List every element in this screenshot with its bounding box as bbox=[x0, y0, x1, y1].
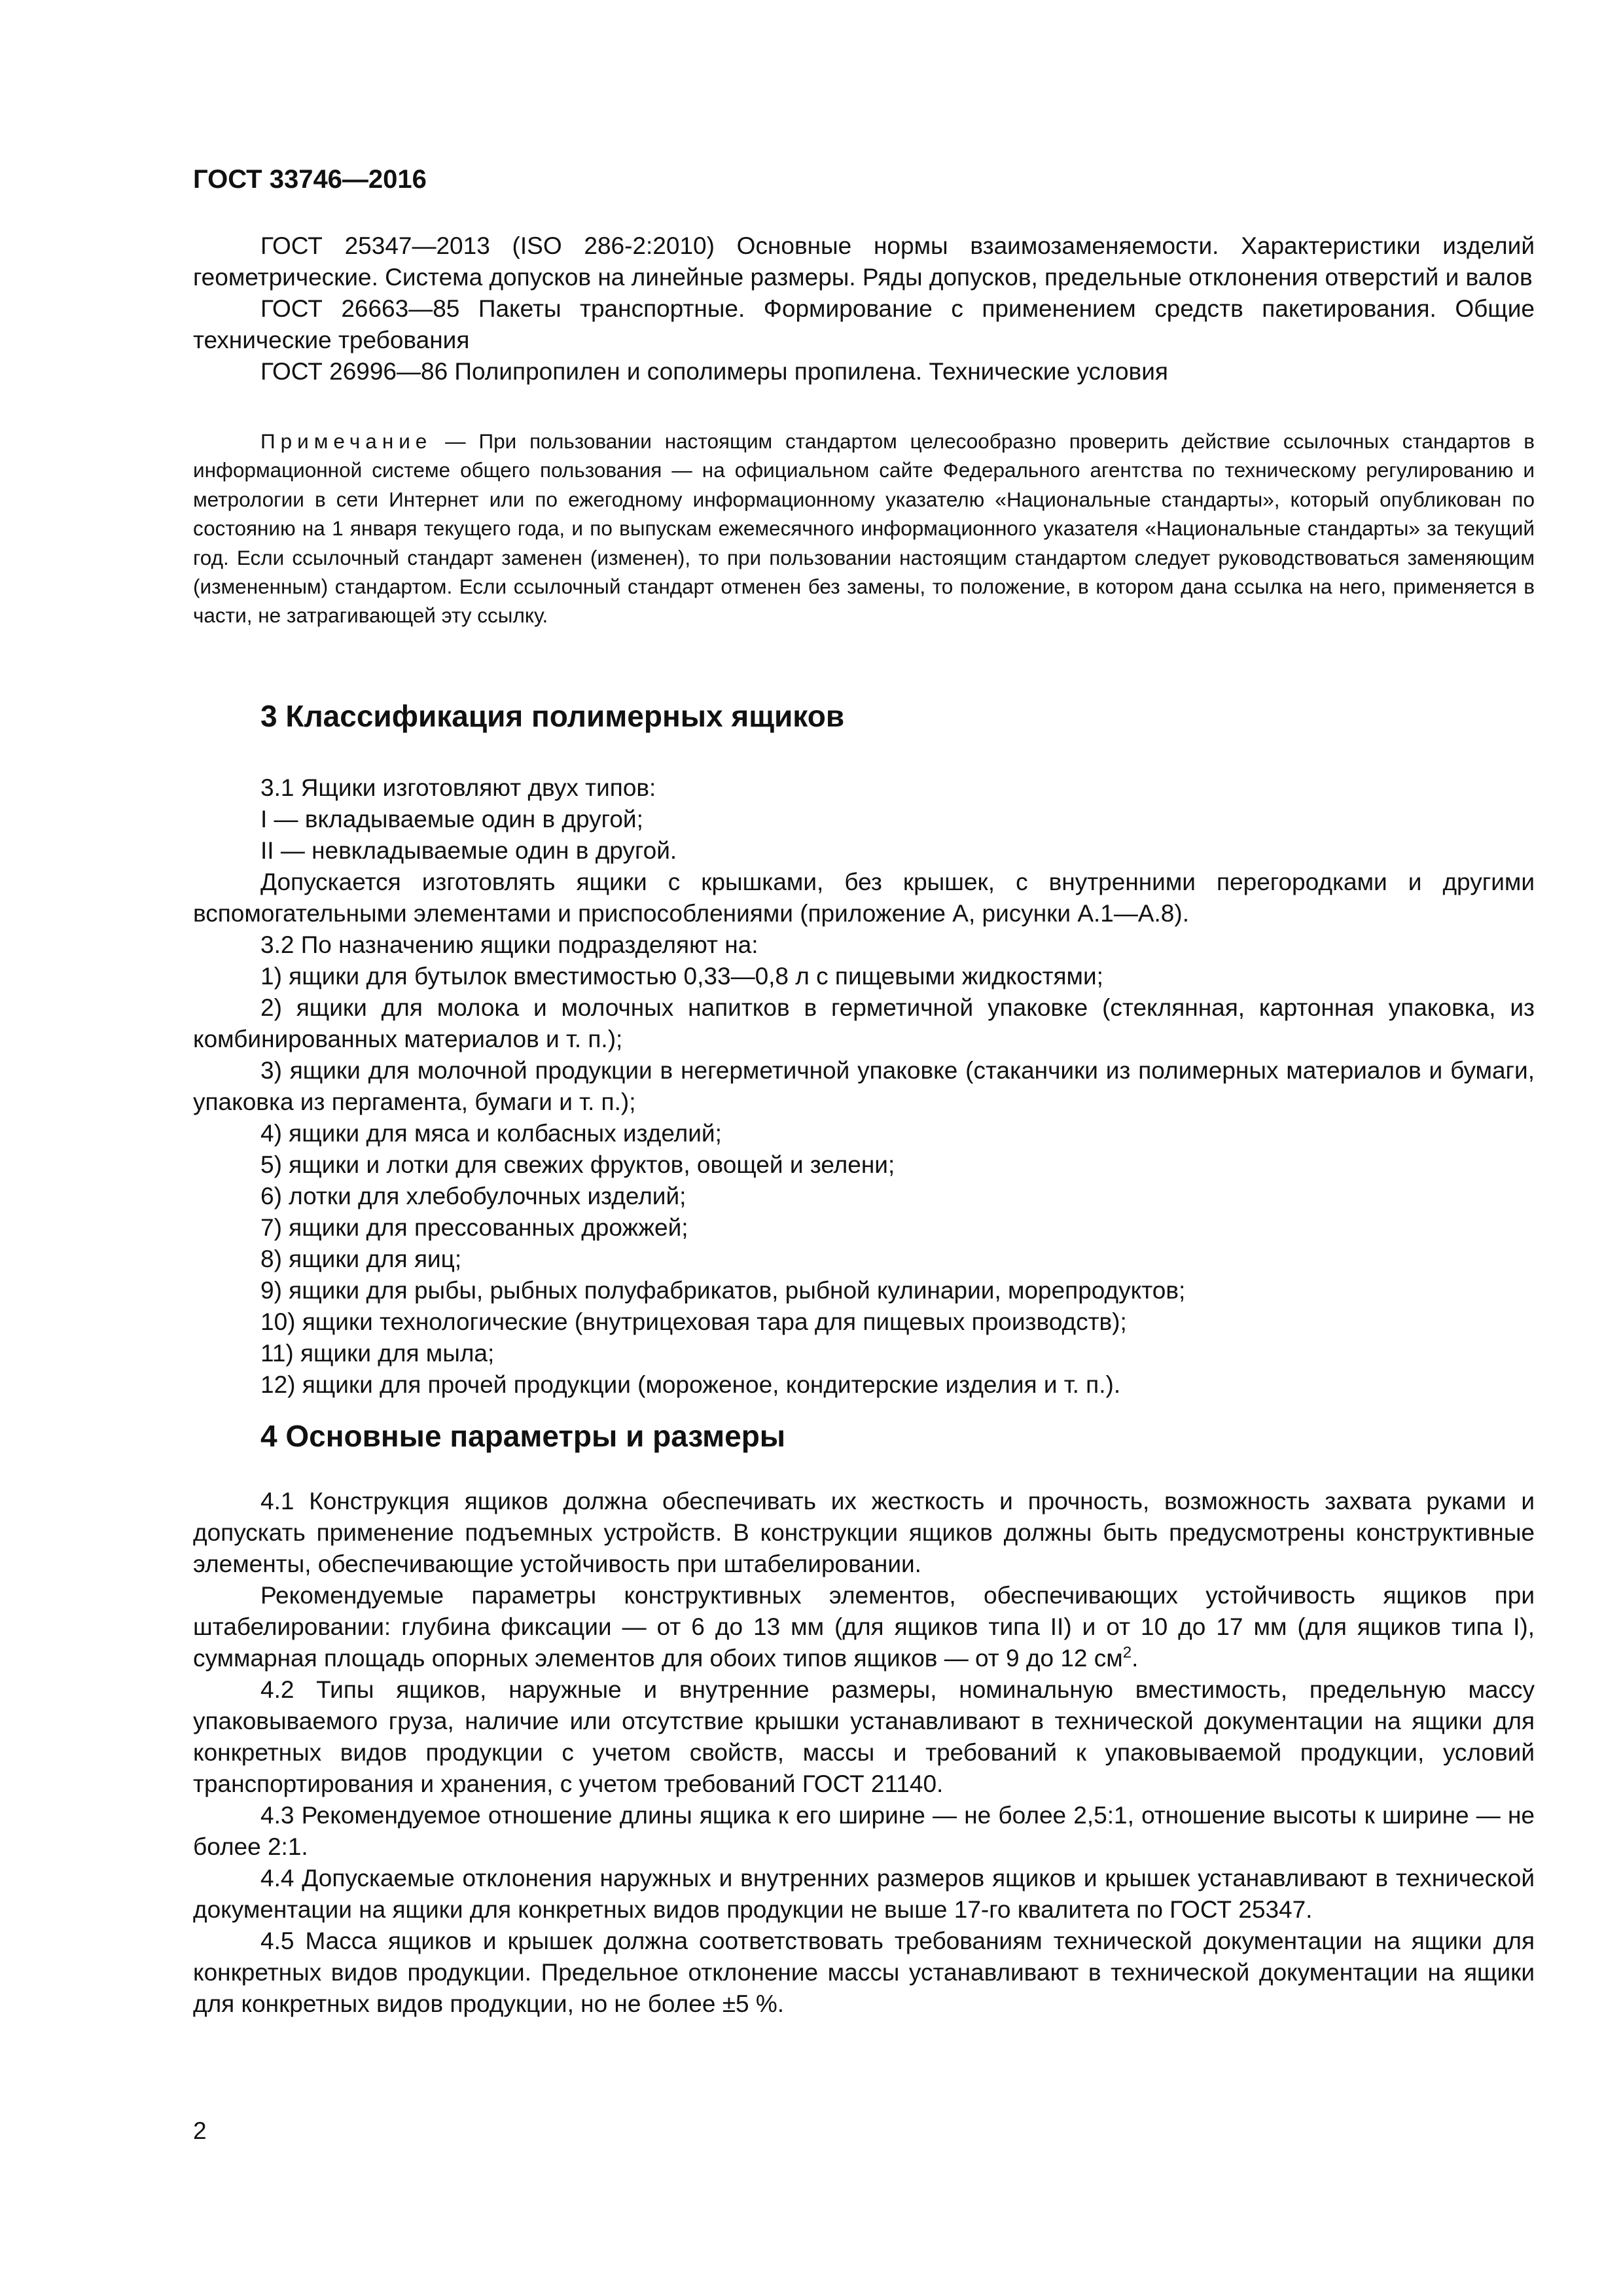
page-number: 2 bbox=[193, 2117, 207, 2144]
reference-item: ГОСТ 26996—86 Полипропилен и сополимеры пропилена. Технические условия bbox=[260, 358, 1168, 385]
paragraph: Допускается изготовлять ящики с крышками, без крышек, с внутренними перегородками и другими вспомогательными элементами и приспособлениями (приложение А, рисунки А.1—А.8). bbox=[193, 869, 1535, 927]
paragraph: 3.2 По назначению ящики подразделяют на: bbox=[260, 931, 758, 958]
paragraph bbox=[193, 1580, 1535, 1674]
list-item: 4) ящики для мяса и колбасных изделий; bbox=[260, 1120, 722, 1147]
section-3-body bbox=[193, 772, 1535, 1401]
note-label: Примечание bbox=[260, 429, 433, 453]
paragraph-end: . bbox=[1132, 1645, 1139, 1672]
note-text: — При пользовании настоящим стандартом целесообразно проверить действие ссылочных стандартов в информационной системе общего пользования — на официальном сайте Федерального агентства по техническому регулированию и метрологии в сети Интернет или по ежегодному информационному указателю «Национальные стандарты», который опубликован по состоянию на 1 января текущего года, и по выпускам ежемесячного информационного указателя «Национальные стандарты» за текущий год. Если ссылочный стандарт заменен (изменен), то при пользовании настоящим стандартом следует руководствоваться заменяющим (измененным) стандартом. Если ссылочный стандарт отменен без замены, то положение, в котором дана ссылка на него, применяется в части, не затрагивающей эту ссылку. bbox=[193, 429, 1535, 628]
paragraph: 4.3 Рекомендуемое отношение длины ящика к его ширине — не более 2,5:1, отношение высоты к ширине — не более 2:1. bbox=[193, 1802, 1535, 1860]
reference-item: ГОСТ 25347—2013 (ISO 286-2:2010) Основные нормы взаимозаменяемости. Характеристики изделий геометрические. Система допусков на линейные размеры. Ряды допусков, предельные отклонения отверстий и валов bbox=[193, 232, 1535, 291]
list-item: 2) ящики для молока и молочных напитков в герметичной упаковке (стеклянная, картонная упаковка, из комбинированных материалов и т. п.); bbox=[193, 994, 1535, 1052]
list-item: 5) ящики и лотки для свежих фруктов, овощей и зелени; bbox=[260, 1151, 895, 1178]
note-paragraph bbox=[193, 427, 1535, 630]
list-item: 12) ящики для прочей продукции (мороженое, кондитерские изделия и т. п.). bbox=[260, 1371, 1121, 1398]
list-item: 8) ящики для яиц; bbox=[260, 1246, 462, 1272]
list-item: 9) ящики для рыбы, рыбных полуфабрикатов, рыбной кулинарии, морепродуктов; bbox=[260, 1277, 1186, 1304]
reference-item: ГОСТ 26663—85 Пакеты транспортные. Формирование с применением средств пакетирования. Общие технические требования bbox=[193, 295, 1535, 353]
list-item: 1) ящики для бутылок вместимостью 0,33—0,8 л с пищевыми жидкостями; bbox=[260, 963, 1103, 990]
list-item: 3) ящики для молочной продукции в негерметичной упаковке (стаканчики из полимерных материалов и бумаги, упаковка из пергамента, бумаги и т. п.); bbox=[193, 1057, 1535, 1115]
paragraph: 4.5 Масса ящиков и крышек должна соответствовать требованиям технической документации на ящики для конкретных видов продукции. Предельное отклонение массы устанавливают в технической документации на ящики для конкретных видов продукции, но не более ±5 %. bbox=[193, 1928, 1535, 2017]
list-item: 11) ящики для мыла; bbox=[260, 1340, 495, 1367]
section-4-body bbox=[193, 1486, 1535, 2020]
superscript: 2 bbox=[1122, 1643, 1132, 1662]
paragraph: 4.1 Конструкция ящиков должна обеспечивать их жесткость и прочность, возможность захвата руками и допускать применение подъемных устройств. В конструкции ящиков должны быть предусмотрены конструктивные элементы, обеспечивающие устойчивость при штабелировании. bbox=[193, 1488, 1535, 1577]
list-item: 6) лотки для хлебобулочных изделий; bbox=[260, 1183, 687, 1210]
document-header: ГОСТ 33746—2016 bbox=[193, 165, 427, 194]
paragraph: 3.1 Ящики изготовляют двух типов: bbox=[260, 774, 656, 801]
paragraph: II — невкладываемые один в другой. bbox=[260, 837, 677, 864]
section-3-title: 3 Классификация полимерных ящиков bbox=[260, 699, 845, 733]
paragraph: 4.4 Допускаемые отклонения наружных и внутренних размеров ящиков и крышек устанавливают в технической документации на ящики для конкретных видов продукции не выше 17-го квалитета по ГОСТ 25347. bbox=[193, 1865, 1535, 1923]
paragraph: I — вкладываемые один в другой; bbox=[260, 806, 643, 833]
paragraph: 4.2 Типы ящиков, наружные и внутренние размеры, номинальную вместимость, предельную массу упаковываемого груза, наличие или отсутствие крышки устанавливают в технической документации на ящики для конкретных видов продукции с учетом свойств, массы и требований к упаковываемой продукции, условий транспортирования и хранения, с учетом требований ГОСТ 21140. bbox=[193, 1676, 1535, 1797]
section-4-title: 4 Основные параметры и размеры bbox=[260, 1419, 786, 1453]
list-item: 10) ящики технологические (внутрицеховая тара для пищевых производств); bbox=[260, 1308, 1127, 1335]
paragraph-text: Рекомендуемые параметры конструктивных элементов, обеспечивающих устойчивость ящиков при штабелировании: глубина фиксации — от 6 до 13 мм (для ящиков типа II) и от 10 до 17 мм (для ящиков типа I), суммарная площадь опорных элементов для обоих типов ящиков — от 9 до 12 см bbox=[193, 1582, 1535, 1672]
list-item: 7) ящики для прессованных дрожжей; bbox=[260, 1214, 688, 1241]
references-list bbox=[193, 230, 1535, 387]
